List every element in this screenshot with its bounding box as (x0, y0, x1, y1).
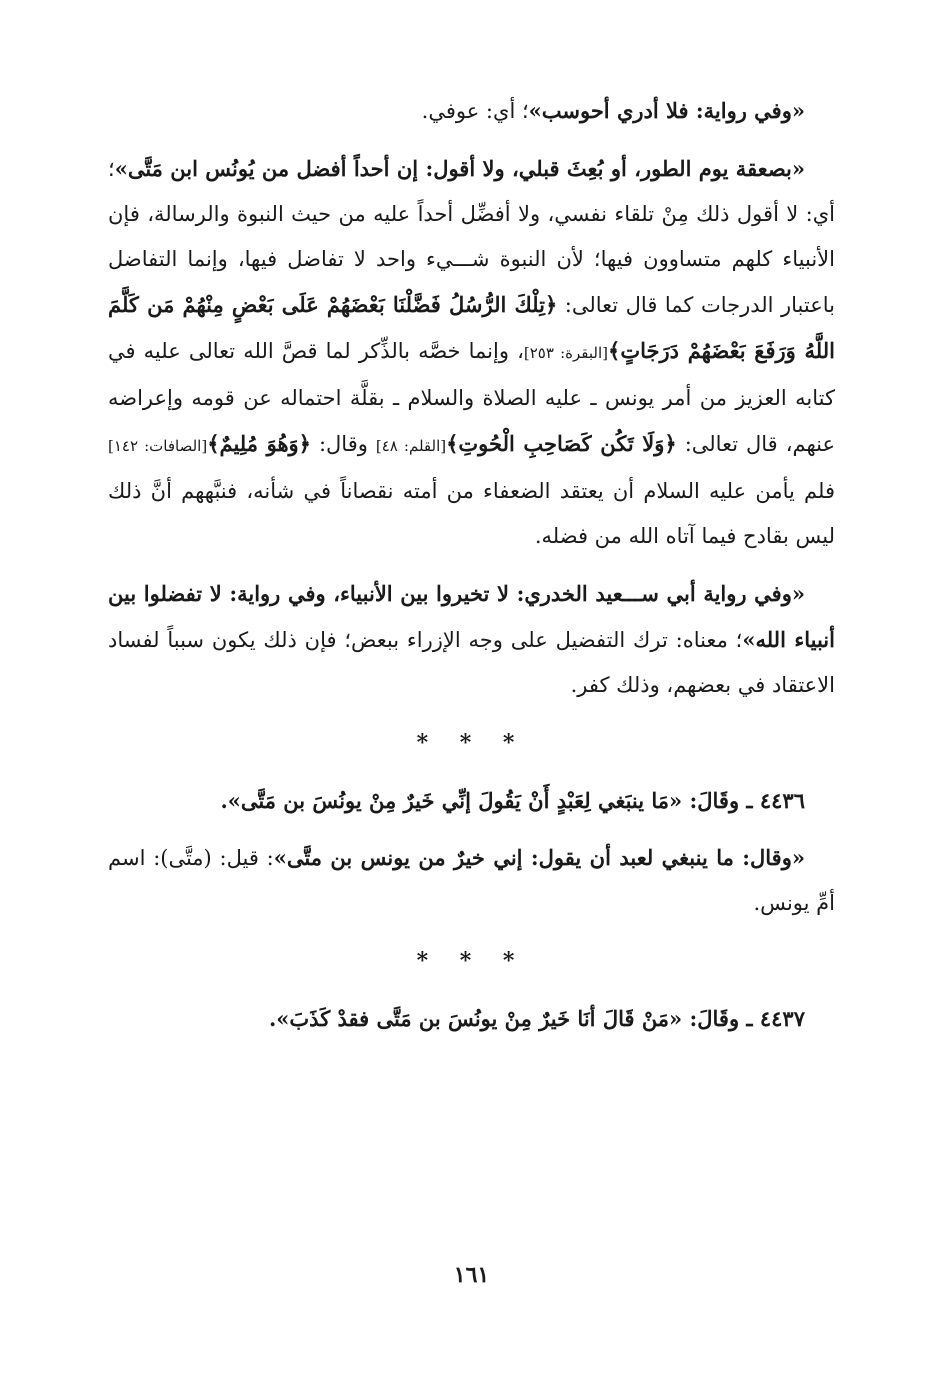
hadith-4436-number: ٤٤٣٦ ـ (739, 788, 805, 813)
section-separator-1: * * * (416, 730, 527, 756)
paragraph-1-commentary: ؛ أي: عوفي. (421, 99, 529, 123)
paragraph-1-quote: «وفي رواية: فلا أدري أحوسب» (528, 98, 805, 123)
quran-verse-2: ﴿وَلَا تَكُن كَصَاحِبِ الْحُوتِ﴾ (446, 431, 677, 456)
paragraph-2-commentary-d: فلم يأمن عليه السلام أن يعتقد الضعفاء من أمته نقصاناً في شأنه، فنبَّههم أنَّ ذلك ليس بقادح فيما آتاه الله من فضله. (108, 479, 835, 548)
section-separator-2: * * * (416, 948, 527, 974)
hadith-4436 (108, 778, 835, 823)
quran-verse-3: ﴿وَهُوَ مُلِيمٌ﴾ (207, 431, 311, 456)
hadith-4437-number: ٤٤٣٧ ـ (739, 1006, 805, 1031)
paragraph-4-quote: «وقال: ما ينبغي لعبد أن يقول: إني خيرٌ من يونس بن متَّى» (273, 845, 805, 870)
hadith-4436-text: وقَالَ: «مَا ينبَغي لِعَبْدٍ أَنْ يَقُولَ إنِّي خَيرٌ مِنْ يونُسَ بن مَتَّى». (220, 788, 740, 813)
paragraph-3-quote: «وفي رواية أبي ســـعيد الخدري: لا تخيروا بين الأنبياء، وفي رواية: لا تفضلوا بين أنبياء الله» (108, 581, 835, 652)
spacer (108, 559, 835, 571)
paragraph-4 (108, 835, 835, 926)
quran-reference-2: [القلم: ٤٨] (375, 437, 447, 455)
hadith-4437 (108, 996, 835, 1041)
quran-verse-1: ﴿تِلْكَ الرُّسُلُ فَضَّلْنَا بَعْضَهُمْ عَلَى بَعْضٍ مِنْهُمْ مَن كَلَّمَ اللَّهُ وَرَفَعَ بَعْضَهُمْ دَرَجَاتٍ﴾ (108, 292, 835, 363)
page-number: ١٦١ (453, 1262, 490, 1288)
quran-reference-1: [البقرة: ٢٥٣] (523, 344, 609, 362)
paragraph-2-quote: «بصعقة يوم الطور، أو بُعِثَ قبلي، ولا أقول: إن أحداً أفضل من يُونُس ابن مَتَّى» (114, 156, 805, 181)
hadith-4437-text: وقَالَ: «مَنْ قَالَ أنَا خَيرٌ مِنْ يونُسَ بن مَتَّى فقدْ كَذَبَ». (268, 1006, 740, 1031)
page-body (108, 88, 835, 1041)
paragraph-2-commentary-b: ، وإنما خصَّه بالذِّكر لما قصَّ الله تعالى عليه في كتابه العزيز من أمر يونس ـ عليه الصلاة والسلام ـ بقلَّة احتماله عن قومه وإعراضه عنهم، قال تعالى: (108, 339, 835, 456)
paragraph-2 (108, 146, 835, 559)
paragraph-1 (108, 88, 835, 134)
paragraph-2-commentary-c: وقال: (311, 432, 376, 456)
paragraph-3 (108, 571, 835, 708)
spacer (108, 134, 835, 146)
quran-reference-3: [الصافات: ١٤٢] (108, 437, 208, 455)
spacer (108, 823, 835, 835)
paragraph-3-commentary: ؛ معناه: ترك التفضيل على وجه الإزراء ببعض؛ فإن ذلك يكون سبباً لفساد الاعتقاد في بعضهم، وذلك كفر. (108, 628, 835, 697)
paragraph-2-commentary-a: ؛ أي: لا أقول ذلك مِنْ تلقاء نفسي، ولا أفضِّل أحداً عليه من حيث النبوة والرسالة، فإن الأنبياء كلهم متساوون فيها؛ لأن النبوة شـــيء واحد لا تفاضل فيها، وإنما التفاضل باعتبار الدرجات كما قال تعالى: (108, 157, 835, 317)
paragraph-4-commentary: : قيل: (متَّى): اسم أمِّ يونس. (108, 846, 835, 915)
